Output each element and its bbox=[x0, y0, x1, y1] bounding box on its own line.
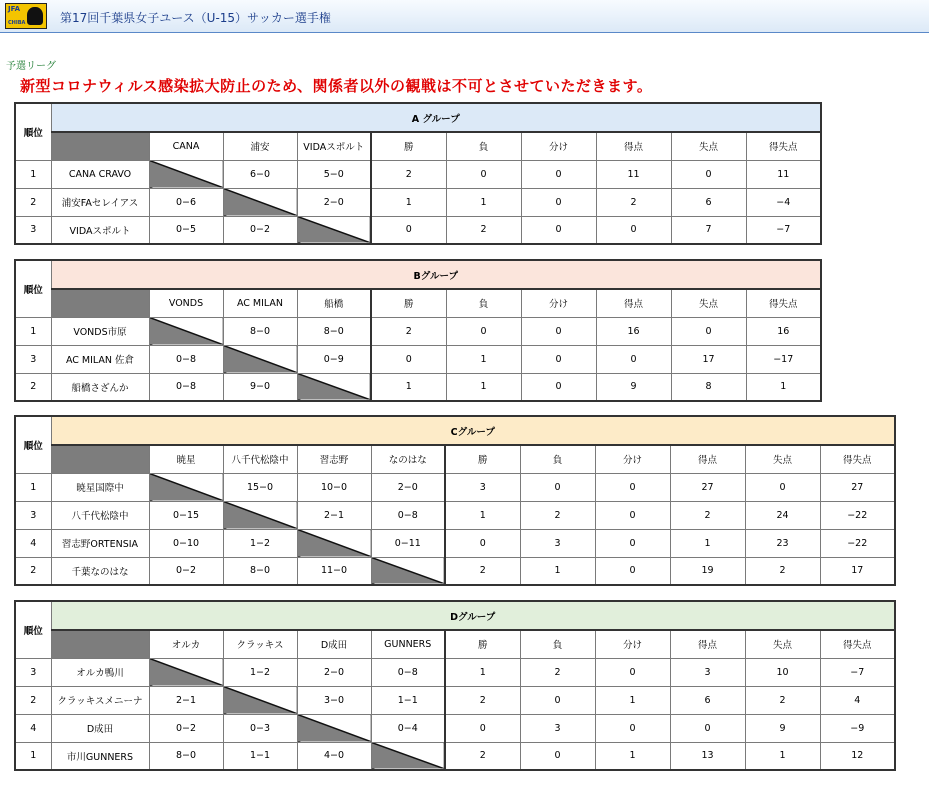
rank-cell: 2 bbox=[15, 188, 51, 216]
match-result: 2−0 bbox=[297, 188, 371, 216]
stat-cell: 2 bbox=[446, 216, 521, 244]
stat-cell: 0 bbox=[595, 529, 670, 557]
table-row bbox=[15, 160, 821, 188]
match-result: 8−0 bbox=[149, 742, 223, 770]
stat-cell: 16 bbox=[596, 317, 671, 345]
team-name: 浦安FAセレイアス bbox=[51, 188, 149, 216]
stat-cell: 0 bbox=[446, 317, 521, 345]
stat-cell: 11 bbox=[596, 160, 671, 188]
match-result: 9−0 bbox=[223, 373, 297, 401]
rank-cell: 4 bbox=[15, 529, 51, 557]
crow-emblem-icon bbox=[27, 7, 43, 25]
stat-cell: 2 bbox=[520, 658, 595, 686]
match-result: 2−0 bbox=[297, 658, 371, 686]
self-match-cell bbox=[223, 345, 297, 373]
table-row bbox=[15, 473, 895, 501]
table-row bbox=[15, 714, 895, 742]
stat-cell: 19 bbox=[670, 557, 745, 585]
stat-cell: 2 bbox=[520, 501, 595, 529]
team-name: VONDS市原 bbox=[51, 317, 149, 345]
match-result: 0−8 bbox=[371, 501, 445, 529]
match-result: 0−9 bbox=[297, 345, 371, 373]
stat-cell: 0 bbox=[521, 188, 596, 216]
self-match-cell bbox=[297, 373, 371, 401]
stat-header: 負 bbox=[446, 132, 521, 160]
stat-cell: 0 bbox=[595, 557, 670, 585]
stat-header: 失点 bbox=[745, 445, 820, 473]
stat-cell: 2 bbox=[445, 686, 520, 714]
stat-cell: 1 bbox=[446, 188, 521, 216]
stat-cell: 0 bbox=[445, 529, 520, 557]
self-match-cell bbox=[149, 160, 223, 188]
match-result: 0−8 bbox=[149, 345, 223, 373]
table-row bbox=[15, 317, 821, 345]
stat-cell: 0 bbox=[371, 345, 446, 373]
stat-cell: 0 bbox=[596, 216, 671, 244]
team-name: 千葉なのはな bbox=[51, 557, 149, 585]
group-title: Dグループ bbox=[51, 601, 895, 630]
table-row bbox=[15, 742, 895, 770]
self-match-cell bbox=[223, 686, 297, 714]
rank-cell: 4 bbox=[15, 714, 51, 742]
team-name: AC MILAN 佐倉 bbox=[51, 345, 149, 373]
stat-cell: 1 bbox=[746, 373, 821, 401]
stat-header: 得点 bbox=[670, 445, 745, 473]
team-name: VIDAスポルト bbox=[51, 216, 149, 244]
stat-cell: 6 bbox=[671, 188, 746, 216]
stat-cell: 23 bbox=[745, 529, 820, 557]
stat-cell: 1 bbox=[445, 658, 520, 686]
match-result: 2−1 bbox=[149, 686, 223, 714]
self-match-cell bbox=[149, 473, 223, 501]
opponent-header: D成田 bbox=[297, 630, 371, 658]
stat-cell: 2 bbox=[745, 557, 820, 585]
rank-cell: 3 bbox=[15, 658, 51, 686]
match-result: 10−0 bbox=[297, 473, 371, 501]
group-title: Bグループ bbox=[51, 260, 821, 289]
stat-cell: −9 bbox=[820, 714, 895, 742]
stat-header: 勝 bbox=[445, 445, 520, 473]
stat-cell: −7 bbox=[820, 658, 895, 686]
stat-cell: 11 bbox=[746, 160, 821, 188]
opponent-header: 暁星 bbox=[149, 445, 223, 473]
stat-cell: −22 bbox=[820, 529, 895, 557]
rank-header: 順位 bbox=[15, 601, 51, 658]
stat-cell: 0 bbox=[670, 714, 745, 742]
stat-cell: 0 bbox=[520, 742, 595, 770]
group-table bbox=[14, 600, 896, 771]
stat-cell: −4 bbox=[746, 188, 821, 216]
stat-cell: 6 bbox=[670, 686, 745, 714]
opponent-header: なのはな bbox=[371, 445, 445, 473]
stat-cell: 8 bbox=[671, 373, 746, 401]
opponent-header: VONDS bbox=[149, 289, 223, 317]
stat-cell: 17 bbox=[820, 557, 895, 585]
rank-cell: 2 bbox=[15, 557, 51, 585]
stat-cell: 2 bbox=[745, 686, 820, 714]
stat-header: 分け bbox=[595, 630, 670, 658]
stat-cell: 17 bbox=[671, 345, 746, 373]
stat-cell: 1 bbox=[520, 557, 595, 585]
match-result: 1−1 bbox=[223, 742, 297, 770]
match-result: 1−2 bbox=[223, 529, 297, 557]
stat-header: 負 bbox=[520, 445, 595, 473]
stat-cell: 1 bbox=[745, 742, 820, 770]
opponent-header: 船橋 bbox=[297, 289, 371, 317]
stat-header: 得失点 bbox=[746, 289, 821, 317]
stat-cell: 0 bbox=[595, 473, 670, 501]
stat-cell: −17 bbox=[746, 345, 821, 373]
stat-header: 得失点 bbox=[820, 445, 895, 473]
stat-cell: 0 bbox=[671, 317, 746, 345]
stat-cell: 0 bbox=[446, 160, 521, 188]
stat-cell: 2 bbox=[445, 557, 520, 585]
match-result: 6−0 bbox=[223, 160, 297, 188]
page-title: 第17回千葉県女子ユース（U-15）サッカー選手権 bbox=[60, 11, 331, 25]
stat-header: 負 bbox=[446, 289, 521, 317]
table-row bbox=[15, 529, 895, 557]
table-row bbox=[15, 501, 895, 529]
match-result: 8−0 bbox=[223, 317, 297, 345]
team-name: クラッキスメニーナ bbox=[51, 686, 149, 714]
table-row bbox=[15, 686, 895, 714]
stat-cell: 12 bbox=[820, 742, 895, 770]
team-name: 暁星国際中 bbox=[51, 473, 149, 501]
stat-cell: 1 bbox=[371, 373, 446, 401]
rank-cell: 3 bbox=[15, 345, 51, 373]
header-blank-cell bbox=[51, 132, 149, 160]
team-name: 習志野ORTENSIA bbox=[51, 529, 149, 557]
self-match-cell bbox=[223, 501, 297, 529]
match-result: 0−2 bbox=[149, 714, 223, 742]
table-row bbox=[15, 557, 895, 585]
group-title: A グループ bbox=[51, 103, 821, 132]
stat-cell: 1 bbox=[670, 529, 745, 557]
stat-cell: −7 bbox=[746, 216, 821, 244]
stat-cell: 24 bbox=[745, 501, 820, 529]
match-result: 0−11 bbox=[371, 529, 445, 557]
match-result: 0−8 bbox=[149, 373, 223, 401]
self-match-cell bbox=[297, 714, 371, 742]
opponent-header: AC MILAN bbox=[223, 289, 297, 317]
stat-cell: 0 bbox=[596, 345, 671, 373]
group-title: Cグループ bbox=[51, 416, 895, 445]
self-match-cell bbox=[149, 658, 223, 686]
stat-cell: −22 bbox=[820, 501, 895, 529]
rank-cell: 1 bbox=[15, 742, 51, 770]
self-match-cell bbox=[297, 529, 371, 557]
stat-header: 分け bbox=[521, 132, 596, 160]
match-result: 0−5 bbox=[149, 216, 223, 244]
stat-cell: 2 bbox=[371, 317, 446, 345]
stat-cell: 1 bbox=[446, 373, 521, 401]
stat-header: 失点 bbox=[671, 132, 746, 160]
stat-cell: 16 bbox=[746, 317, 821, 345]
stat-cell: 0 bbox=[445, 714, 520, 742]
match-result: 0−3 bbox=[223, 714, 297, 742]
stat-cell: 0 bbox=[745, 473, 820, 501]
stat-cell: 3 bbox=[520, 714, 595, 742]
rank-header: 順位 bbox=[15, 260, 51, 317]
match-result: 0−15 bbox=[149, 501, 223, 529]
stat-cell: 0 bbox=[521, 317, 596, 345]
match-result: 0−10 bbox=[149, 529, 223, 557]
match-result: 0−2 bbox=[223, 216, 297, 244]
opponent-header: GUNNERS bbox=[371, 630, 445, 658]
page-header bbox=[0, 0, 929, 33]
stat-cell: 13 bbox=[670, 742, 745, 770]
opponent-header: 八千代松陰中 bbox=[223, 445, 297, 473]
team-name: D成田 bbox=[51, 714, 149, 742]
stat-header: 得点 bbox=[596, 132, 671, 160]
header-blank-cell bbox=[51, 630, 149, 658]
stat-cell: 0 bbox=[520, 473, 595, 501]
stat-cell: 2 bbox=[445, 742, 520, 770]
stat-cell: 1 bbox=[446, 345, 521, 373]
rank-cell: 3 bbox=[15, 216, 51, 244]
match-result: 3−0 bbox=[297, 686, 371, 714]
stat-cell: 1 bbox=[445, 501, 520, 529]
rank-cell: 3 bbox=[15, 501, 51, 529]
logo-subtext: CHIBA bbox=[8, 20, 26, 26]
self-match-cell bbox=[223, 188, 297, 216]
stat-header: 勝 bbox=[371, 289, 446, 317]
match-result: 0−6 bbox=[149, 188, 223, 216]
team-name: 船橋さざんか bbox=[51, 373, 149, 401]
match-result: 1−1 bbox=[371, 686, 445, 714]
rank-cell: 2 bbox=[15, 373, 51, 401]
self-match-cell bbox=[149, 317, 223, 345]
rank-cell: 1 bbox=[15, 317, 51, 345]
stat-cell: 27 bbox=[670, 473, 745, 501]
stat-cell: 0 bbox=[521, 160, 596, 188]
stat-cell: 4 bbox=[820, 686, 895, 714]
opponent-header: クラッキス bbox=[223, 630, 297, 658]
match-result: 2−0 bbox=[371, 473, 445, 501]
stat-header: 勝 bbox=[445, 630, 520, 658]
match-result: 15−0 bbox=[223, 473, 297, 501]
opponent-header: 習志野 bbox=[297, 445, 371, 473]
stat-cell: 0 bbox=[521, 216, 596, 244]
stat-header: 得点 bbox=[670, 630, 745, 658]
group-table bbox=[14, 102, 822, 245]
rank-header: 順位 bbox=[15, 103, 51, 160]
header-blank-cell bbox=[51, 445, 149, 473]
stat-cell: 27 bbox=[820, 473, 895, 501]
stat-cell: 1 bbox=[371, 188, 446, 216]
table-row bbox=[15, 373, 821, 401]
stat-cell: 2 bbox=[596, 188, 671, 216]
stat-cell: 0 bbox=[371, 216, 446, 244]
stat-header: 失点 bbox=[745, 630, 820, 658]
section-label: 予選リーグ bbox=[6, 61, 56, 72]
stat-header: 勝 bbox=[371, 132, 446, 160]
match-result: 11−0 bbox=[297, 557, 371, 585]
stat-header: 分け bbox=[521, 289, 596, 317]
self-match-cell bbox=[371, 742, 445, 770]
rank-cell: 1 bbox=[15, 160, 51, 188]
match-result: 5−0 bbox=[297, 160, 371, 188]
rank-cell: 1 bbox=[15, 473, 51, 501]
match-result: 2−1 bbox=[297, 501, 371, 529]
stat-cell: 0 bbox=[595, 658, 670, 686]
stat-cell: 0 bbox=[521, 373, 596, 401]
self-match-cell bbox=[297, 216, 371, 244]
stat-cell: 10 bbox=[745, 658, 820, 686]
opponent-header: VIDAスポルト bbox=[297, 132, 371, 160]
match-result: 1−2 bbox=[223, 658, 297, 686]
header-blank-cell bbox=[51, 289, 149, 317]
rank-cell: 2 bbox=[15, 686, 51, 714]
team-name: 市川GUNNERS bbox=[51, 742, 149, 770]
table-row bbox=[15, 188, 821, 216]
opponent-header: CANA bbox=[149, 132, 223, 160]
stat-cell: 0 bbox=[520, 686, 595, 714]
group-table bbox=[14, 415, 896, 586]
self-match-cell bbox=[371, 557, 445, 585]
rank-header: 順位 bbox=[15, 416, 51, 473]
stat-cell: 9 bbox=[745, 714, 820, 742]
stat-header: 負 bbox=[520, 630, 595, 658]
match-result: 8−0 bbox=[223, 557, 297, 585]
stat-cell: 0 bbox=[521, 345, 596, 373]
stat-cell: 9 bbox=[596, 373, 671, 401]
stat-header: 得点 bbox=[596, 289, 671, 317]
stat-cell: 2 bbox=[371, 160, 446, 188]
stat-cell: 3 bbox=[520, 529, 595, 557]
stat-cell: 2 bbox=[670, 501, 745, 529]
stat-cell: 7 bbox=[671, 216, 746, 244]
opponent-header: 浦安 bbox=[223, 132, 297, 160]
stat-cell: 0 bbox=[595, 714, 670, 742]
table-row bbox=[15, 345, 821, 373]
stat-header: 得失点 bbox=[820, 630, 895, 658]
jfa-chiba-logo[interactable] bbox=[5, 3, 47, 29]
table-row bbox=[15, 216, 821, 244]
stat-header: 分け bbox=[595, 445, 670, 473]
stat-cell: 1 bbox=[595, 742, 670, 770]
stat-cell: 3 bbox=[670, 658, 745, 686]
match-result: 0−8 bbox=[371, 658, 445, 686]
group-table bbox=[14, 259, 822, 402]
match-result: 8−0 bbox=[297, 317, 371, 345]
stat-cell: 3 bbox=[445, 473, 520, 501]
stat-cell: 0 bbox=[671, 160, 746, 188]
opponent-header: オルカ bbox=[149, 630, 223, 658]
match-result: 0−2 bbox=[149, 557, 223, 585]
stat-header: 得失点 bbox=[746, 132, 821, 160]
table-row bbox=[15, 658, 895, 686]
team-name: 八千代松陰中 bbox=[51, 501, 149, 529]
team-name: オルカ鴨川 bbox=[51, 658, 149, 686]
stat-header: 失点 bbox=[671, 289, 746, 317]
match-result: 0−4 bbox=[371, 714, 445, 742]
stat-cell: 0 bbox=[595, 501, 670, 529]
stat-cell: 1 bbox=[595, 686, 670, 714]
team-name: CANA CRAVO bbox=[51, 160, 149, 188]
logo-text: JFA bbox=[8, 5, 21, 13]
covid-notice: 新型コロナウィルス感染拡大防止のため、関係者以外の観戦は不可とさせていただきます。 bbox=[20, 77, 653, 95]
match-result: 4−0 bbox=[297, 742, 371, 770]
